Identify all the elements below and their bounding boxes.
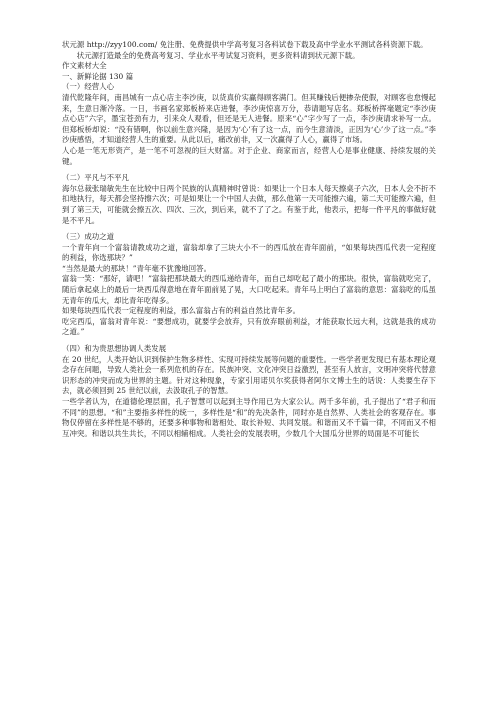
header-line-2: 状元源打造最全的免费高考复习、学业水平考试复习资料，更多资料请到状元源下载。 [76, 50, 360, 60]
paragraph: 吃完西瓜，富翁对青年说：“要想成功，就要学会放弃，只有放弃眼前利益，才能获取长远大利，这就是我的成功之道。” [62, 316, 436, 337]
paragraph: 海尔总裁张瑞敏先生在比较中日两个民族的认真精神时曾说：如果让一个日本人每天擦桌子六次，日本人会不折不扣地执行，每天都会坚持擦六次；可是如果让一个中国人去做，那么他第一天可能擦六遍，第二天可能擦六遍，但到了第三天，可能就会擦五次、四次、三次，到后来，就不了了之。有鉴于此，他表示，把每一件平凡的事做好就是不平凡。 [62, 183, 436, 225]
section-heading: （二）平凡与不平凡 [62, 173, 129, 183]
paragraph: “当然是最大的那块！”青年毫不犹豫地回答。 [62, 263, 212, 273]
paragraph: 清代乾隆年间，南昌城有一点心店主李沙庚，以货真价实赢得顾客满门。但其赚钱后便掺杂使假，对顾客也怠慢起来，生意日渐冷落。一日，书画名家郑板桥来店进餐，李沙庚惊喜万分，恭请题写店名。郑板桥挥毫题定“李沙庚点心店”六字，墨宝苍劲有力，引来众人观看，但还是无人进餐。原来“心”字少写了一点，李沙庚请求补写一点。但郑板桥却说：“没有错啊，你以前生意兴隆，是因为‘心’有了这一点，而今生意清淡，正因为‘心’少了这一点。”李沙庚感悟，才知道经营人生的重要。从此以后，痛改前非，又一次赢得了人心，赢得了市场。 [62, 92, 436, 145]
section-heading: （一）经营人心 [62, 82, 115, 92]
header-line-1: 状元源 http://zyy100.com/ 免注册、免费提供中学高考复习各科试卷下载及高中学业水平测试各科资源下载。 [62, 40, 428, 49]
paragraph: 富翁一笑：“那好，请吧！”富翁把那块最大的西瓜递给青年，而自己却吃起了最小的那块。很快，富翁就吃完了，随后拿起桌上的最后一块西瓜得意地在青年面前晃了晃，大口吃起来。青年马上明白了富翁的意思：富翁吃的瓜虽无青年的瓜大，却比青年吃得多。 [62, 274, 436, 305]
paragraph: 如果每块西瓜代表一定程度的利益，那么富翁占有的利益自然比青年多。 [62, 306, 301, 316]
doc-title: 作文素材大全 [62, 61, 107, 71]
paragraph: 一些学者认为，在道德伦理层面，孔子智慧可以起到主导作用已为大家公认。两千多年前，孔子提出了“君子和而不同”的思想。“和”主要指多样性的统一，多样性是“和”的先决条件，同时亦是自然界、人类社会的客观存在。事物仅停留在多样性是不够的，还要多种事物和谐相处、取长补短、共同发展。和谐而又不千篇一律，不同而又不相互冲突。和谐以共生共长，不同以相辅相成。人类社会的发展表明，少数几个大国瓜分世界的局面是不可能长 [62, 397, 436, 438]
paragraph: 一个青年向一个富翁请教成功之道，富翁却拿了三块大小不一的西瓜放在青年面前，“如果每块西瓜代表一定程度的利益，你选那块？” [62, 242, 436, 263]
paragraph: 在 20 世纪，人类开始认识到保护生物多样性、实现可持续发展等问题的重要性。一些学者更发现已有基本理论观念存在问题，导致人类社会一系列危机的存在。民族冲突、文化冲突日益激烈，甚至有人放言，文明冲突将代替意识形态的冲突而成为世界的主题。针对这种现象，专家引用诺贝尔奖获得者阿尔文博士生的话说：人类要生存下去，就必须回到 25 世纪以前，去汲取孔子的智慧。 [62, 354, 436, 396]
section-heading: （四）和为贵思想协调人类发展 [62, 344, 167, 354]
paragraph: 人心是一笔无形资产，是一笔不可忽视的巨大财富。对于企业、商家而言，经营人心是事业健康、持续发展的关键。 [62, 145, 436, 166]
section-heading: （三）成功之道 [62, 232, 115, 242]
part-heading: 一、新鲜论据 130 篇 [62, 71, 134, 81]
